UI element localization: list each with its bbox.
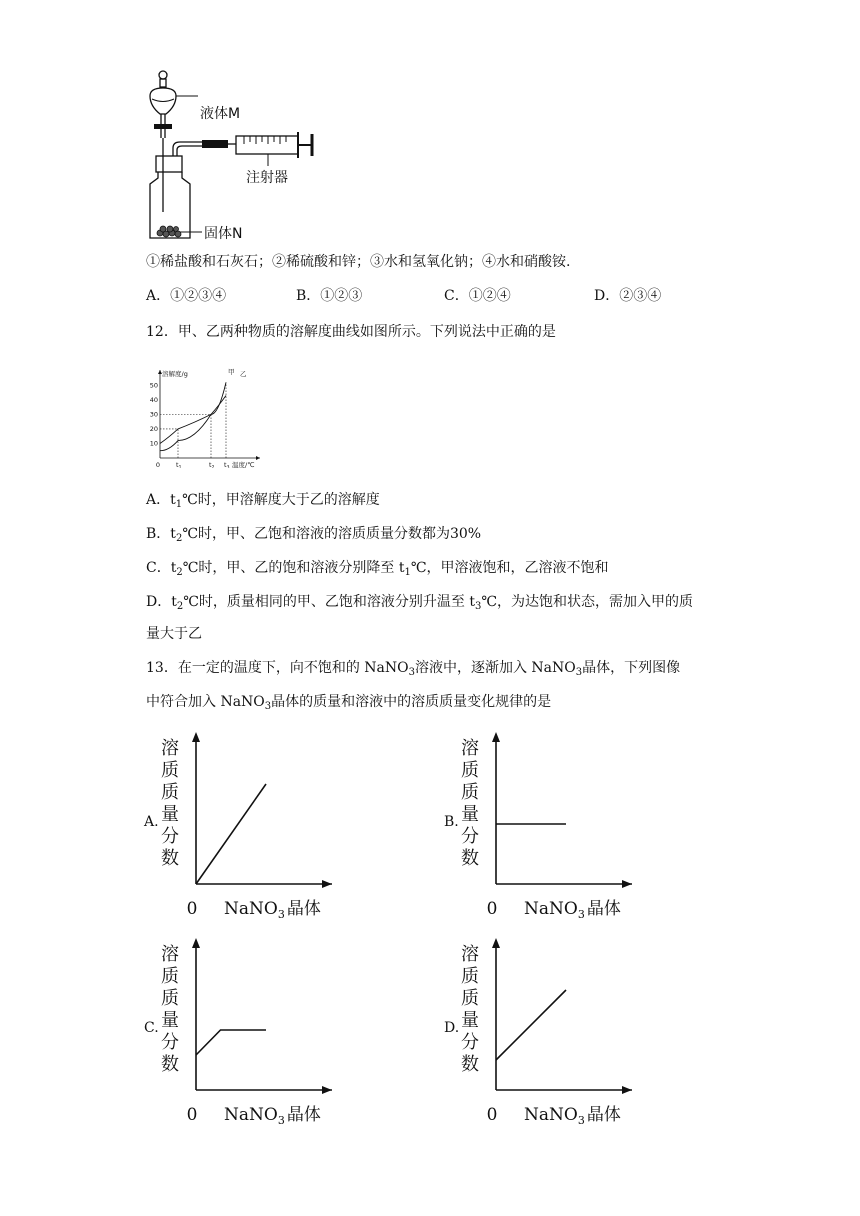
origin-label: 0: [155, 461, 161, 468]
y-axis-label-char: 质: [461, 988, 479, 1009]
y-axis-arrow: [492, 732, 500, 742]
y-tick-label: 10: [149, 439, 158, 448]
graph-option-a[interactable]: [140, 724, 350, 930]
y-axis-label-char: 质: [461, 966, 479, 987]
y-axis-label-char: 质: [161, 988, 179, 1009]
q13-stem-line1: 13．在一定的温度下，向不饱和的 NaNO$_3$溶液中，逐渐加入 NaNO$_3$晶体，下列图像: [146, 660, 681, 678]
y-axis-label-char: 质: [161, 760, 179, 781]
y-axis-arrow: [192, 732, 200, 742]
y-axis-label-char: 数: [161, 1054, 179, 1075]
graph-option-label: B.: [444, 814, 459, 830]
data-line: [196, 1030, 266, 1055]
label-solid-n: 固体N: [204, 226, 243, 242]
origin-label: 0: [486, 1105, 498, 1125]
x-axis-label: NaNO$_3$ 晶体: [224, 899, 321, 921]
q12-option-c[interactable]: C．$t_2℃$时，甲、乙的饱和溶液分别降至 $t_1℃$，甲溶液饱和，乙溶液不饱和: [146, 560, 609, 578]
x-axis-label: 温度/℃: [232, 461, 255, 468]
y-axis-label-char: 分: [461, 826, 479, 847]
data-line: [496, 990, 566, 1060]
y-axis-label-char: 量: [161, 804, 179, 825]
y-axis-arrow: [492, 938, 500, 948]
x-axis-arrow: [322, 1086, 332, 1094]
q12-option-d-line2: 量大于乙: [146, 626, 202, 642]
x-axis-arrow: [256, 456, 260, 460]
graph-option-label: D.: [444, 1020, 460, 1036]
solubility-chart: [148, 364, 266, 468]
bottle-stopper: [156, 156, 182, 172]
origin-label: 0: [186, 1105, 198, 1125]
rubber-connector: [202, 140, 228, 148]
syringe-barrel: [236, 136, 298, 154]
q11-option-c[interactable]: C．①②④: [444, 288, 511, 304]
y-tick-label: 40: [149, 395, 158, 404]
y-axis-label-char: 质: [161, 966, 179, 987]
y-tick-label: 30: [149, 410, 158, 419]
y-axis-label-char: 分: [161, 826, 179, 847]
x-axis-label: NaNO$_3$ 晶体: [524, 899, 621, 921]
y-axis-label-char: 溶: [161, 944, 179, 965]
data-line: [196, 784, 266, 884]
q11-option-d[interactable]: D．②③④: [594, 288, 662, 304]
y-axis-label-char: 溶: [161, 738, 179, 759]
q11-choices: ①稀盐酸和石灰石；②稀硫酸和锌；③水和氢氧化钠；④水和硝酸铵.: [146, 254, 571, 270]
q12-stem: 12．甲、乙两种物质的溶解度曲线如图所示。下列说法中正确的是: [146, 324, 556, 340]
q12-option-d[interactable]: D．$t_2℃$时，质量相同的甲、乙饱和溶液分别升温至 $t_3℃$，为达饱和状态，需加入甲的质: [146, 594, 694, 612]
x-axis-label: NaNO$_3$ 晶体: [224, 1105, 321, 1127]
y-axis-arrow: [192, 938, 200, 948]
y-axis-label-char: 质: [161, 782, 179, 803]
q12-option-a[interactable]: A．$t_1℃$时，甲溶解度大于乙的溶解度: [146, 492, 380, 510]
y-tick-label: 20: [149, 424, 158, 433]
x-tick-label: $t_1$: [176, 461, 182, 468]
solid-pieces: [157, 226, 181, 237]
series-label: 甲: [228, 368, 235, 376]
y-axis-label-char: 数: [461, 1054, 479, 1075]
y-axis-label-char: 量: [461, 804, 479, 825]
x-axis-arrow: [322, 880, 332, 888]
origin-label: 0: [186, 899, 198, 919]
stopcock: [154, 124, 172, 129]
x-axis-arrow: [622, 880, 632, 888]
graph-option-label: A.: [144, 814, 159, 830]
y-tick-label: 50: [149, 381, 158, 390]
series-line-yi: [160, 395, 226, 443]
apparatus-figure: [140, 66, 330, 246]
origin-label: 0: [486, 899, 498, 919]
y-axis-label-char: 溶: [461, 738, 479, 759]
y-axis-label-char: 分: [461, 1032, 479, 1053]
x-tick-label: $t_2$: [209, 461, 215, 468]
y-axis-label-char: 数: [461, 848, 479, 869]
q11-option-a[interactable]: A．①②③④: [146, 288, 227, 304]
y-axis-label-char: 量: [461, 1010, 479, 1031]
q11-option-b[interactable]: B．①②③: [296, 288, 363, 304]
q12-option-b[interactable]: B．$t_2℃$时，甲、乙饱和溶液的溶质质量分数都为30%: [146, 526, 482, 544]
graph-option-d[interactable]: [440, 930, 650, 1136]
graph-option-c[interactable]: [140, 930, 350, 1136]
x-axis-arrow: [622, 1086, 632, 1094]
label-syringe: 注射器: [246, 170, 288, 186]
y-axis-label-char: 数: [161, 848, 179, 869]
y-axis-label: 溶解度/g: [162, 370, 188, 378]
y-axis-label-char: 质: [461, 760, 479, 781]
funnel-stopper: [159, 71, 167, 79]
x-axis-label: NaNO$_3$ 晶体: [524, 1105, 621, 1127]
y-axis-label-char: 分: [161, 1032, 179, 1053]
graph-option-label: C.: [144, 1020, 159, 1036]
graph-option-b[interactable]: [440, 724, 650, 930]
series-line-jia: [160, 382, 226, 450]
y-axis-label-char: 量: [161, 1010, 179, 1031]
y-axis-label-char: 溶: [461, 944, 479, 965]
q13-stem-line2: 中符合加入 NaNO$_3$晶体的质量和溶液中的溶质质量变化规律的是: [146, 694, 552, 712]
y-axis-label-char: 质: [461, 782, 479, 803]
label-liquid-m: 液体M: [200, 106, 241, 122]
series-label: 乙: [240, 370, 247, 378]
x-tick-label: $t_3$: [224, 461, 230, 468]
